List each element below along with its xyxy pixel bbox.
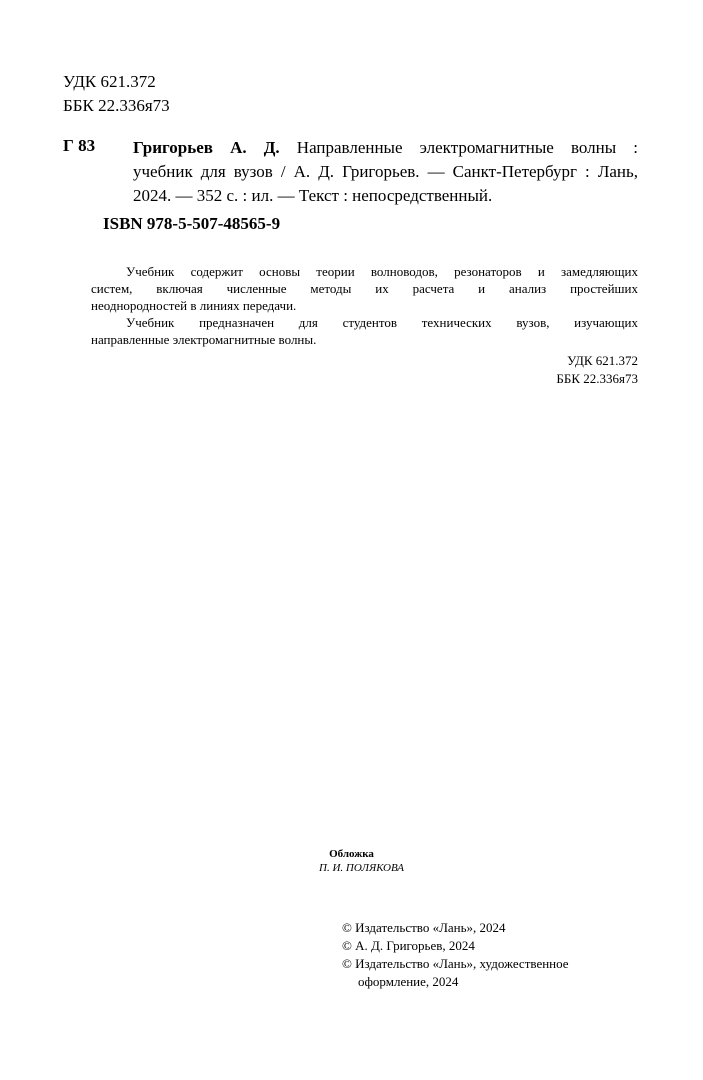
- udk-header-block: [63, 70, 170, 118]
- copyright-line: © Издательство «Лань», 2024: [342, 920, 506, 935]
- bbk-code: ББК 22.336я73: [63, 96, 170, 115]
- biblio-line-3: 2024. — 352 с. : ил. — Текст : непосредственный.: [133, 186, 493, 205]
- biblio-line-2: учебник для вузов / А. Д. Григорьев. — Санкт-Петербург : Лань,: [133, 162, 638, 181]
- annotation: [91, 263, 638, 348]
- biblio-line-1: [133, 136, 638, 160]
- bibliographic-record: [133, 136, 638, 208]
- annotation-line: неоднородностей в линиях передачи.: [91, 298, 297, 313]
- annotation-line: направленные электромагнитные волны.: [91, 332, 317, 347]
- udk-code: УДК 621.372: [567, 353, 638, 368]
- author-name: Григорьев А. Д.: [133, 138, 280, 157]
- author-mark: Г 83: [63, 136, 96, 155]
- udk-footer-block: [556, 352, 638, 388]
- cover-label: Обложка: [329, 848, 374, 860]
- udk-code: УДК 621.372: [63, 72, 156, 91]
- cover-designer: П. И. ПОЛЯКОВА: [319, 862, 404, 874]
- annotation-line: Учебник предназначен для студентов технических вузов, изучающих: [126, 315, 638, 330]
- copyright-line: оформление, 2024: [358, 974, 459, 989]
- bbk-code: ББК 22.336я73: [556, 371, 638, 386]
- copyright-line: © Издательство «Лань», художественное: [342, 956, 569, 971]
- annotation-line: Учебник содержит основы теории волноводов, резонаторов и замедляющих: [126, 264, 638, 279]
- isbn: ISBN 978-5-507-48565-9: [103, 214, 281, 233]
- copyright-block: [342, 919, 662, 991]
- book-title: Направленные электромагнитные волны :: [279, 138, 638, 157]
- copyright-line: © А. Д. Григорьев, 2024: [342, 938, 475, 953]
- annotation-line: систем, включая численные методы их расчета и анализ простейших: [91, 281, 638, 296]
